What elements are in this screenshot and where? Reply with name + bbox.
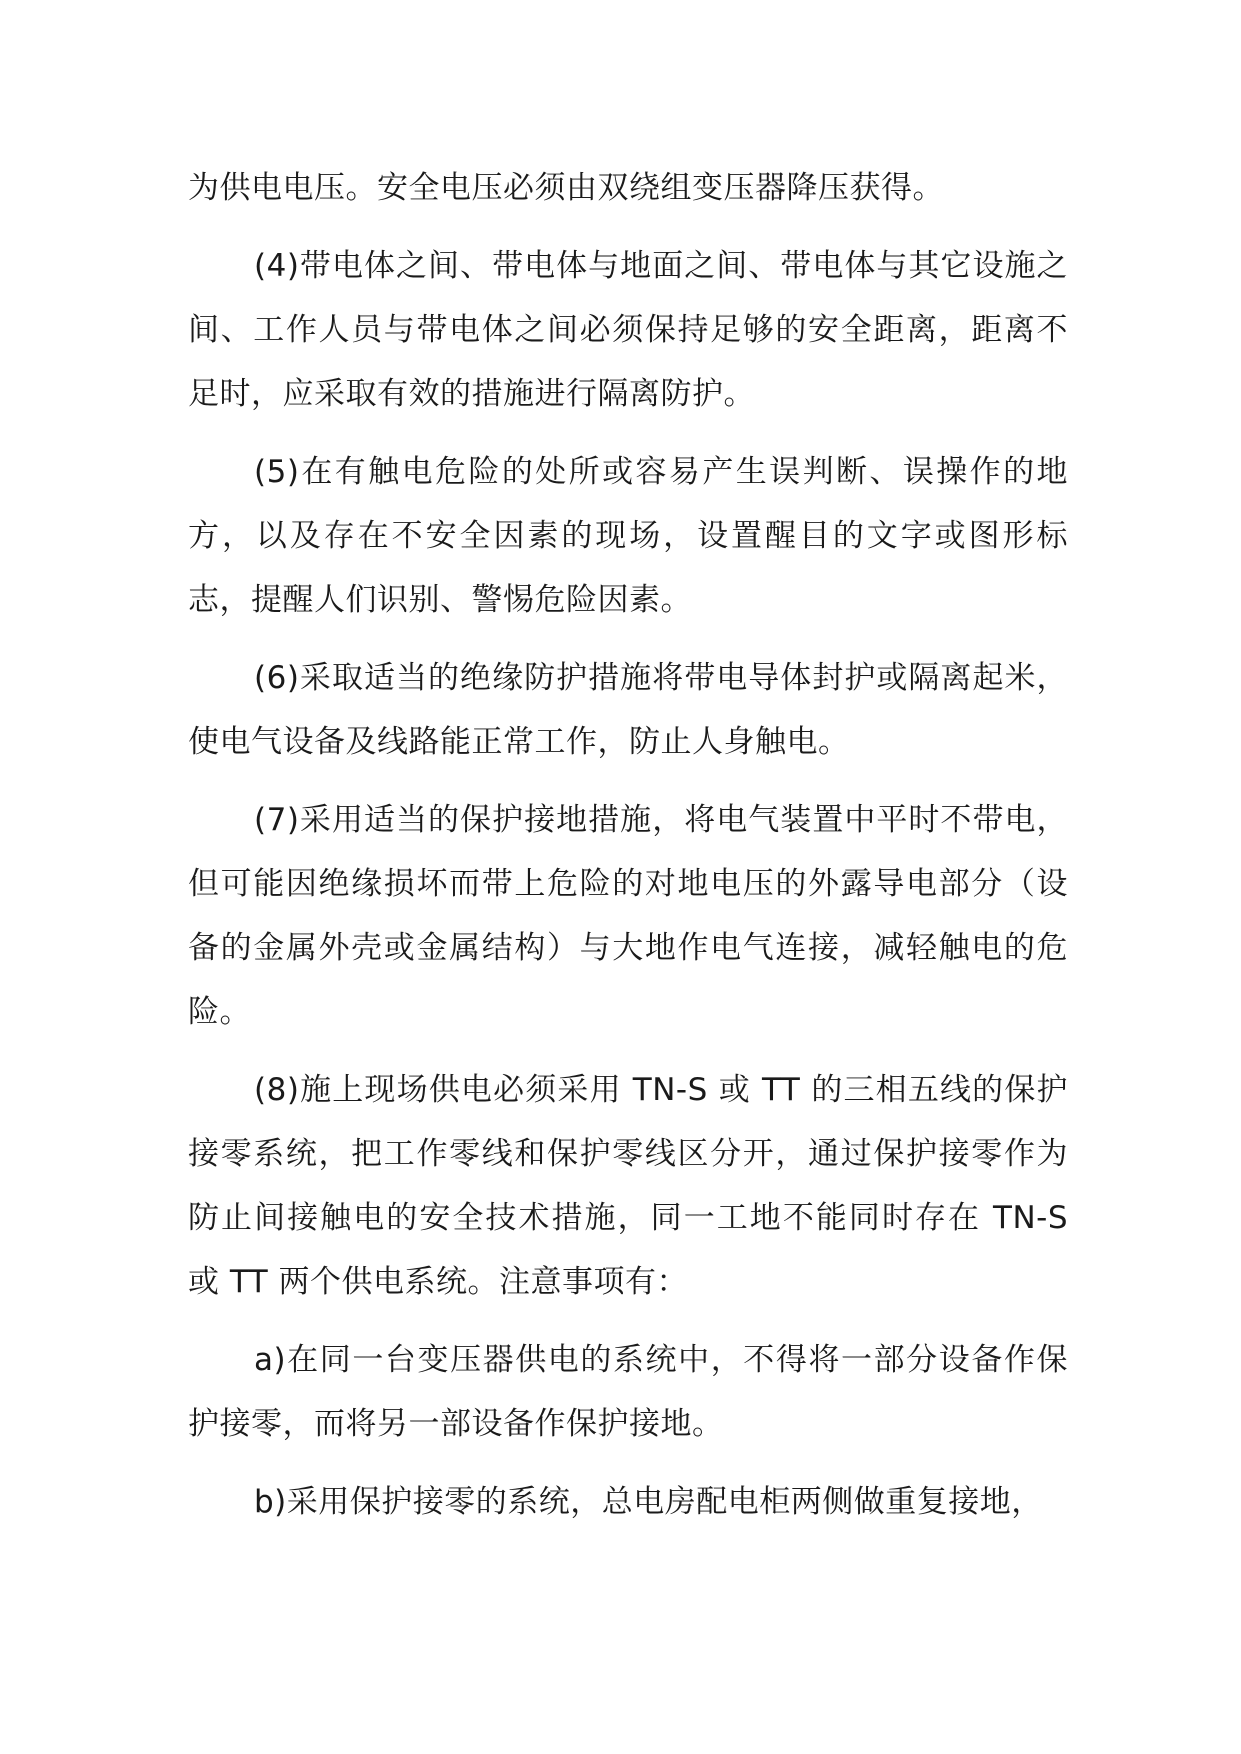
paragraph-continuation: 为供电电压。安全电压必须由双绕组变压器降压获得。 (188, 170, 944, 206)
body-text (188, 156, 1068, 1548)
paragraph-item-6: (6)采取适当的绝缘防护措施将带电导体封护或隔离起米，使电气设备及线路能正常工作，防止人身触电。 (188, 660, 1068, 760)
paragraph-item-5: (5)在有触电危险的处所或容易产生误判断、误操作的地方，以及存在不安全因素的现场，设置醒目的文字或图形标志，提醒人们识别、警惕危险因素。 (188, 454, 1068, 618)
paragraph-item-8: (8)施上现场供电必须采用 TN-S 或 TT 的三相五线的保护接零系统，把工作零线和保护零线区分开，通过保护接零作为防止间接触电的安全技术措施，同一工地不能同时存在 TN-S 或 TT 两个供电系统。注意事项有： (188, 1072, 1068, 1300)
paragraph-item-7: (7)采用适当的保护接地措施，将电气装置中平时不带电，但可能因绝缘损坏而带上危险的对地电压的外露导电部分（设备的金属外壳或金属结构）与大地作电气连接，减轻触电的危险。 (188, 802, 1068, 1030)
paragraph-item-a: a)在同一台变压器供电的系统中，不得将一部分设备作保护接零，而将另一部设备作保护接地。 (188, 1342, 1068, 1442)
paragraph-item-4: (4)带电体之间、带电体与地面之间、带电体与其它设施之间、工作人员与带电体之间必须保持足够的安全距离，距离不足时，应采取有效的措施进行隔离防护。 (188, 248, 1068, 412)
paragraph-item-b: b)采用保护接零的系统，总电房配电柜两侧做重复接地， (254, 1484, 1043, 1520)
